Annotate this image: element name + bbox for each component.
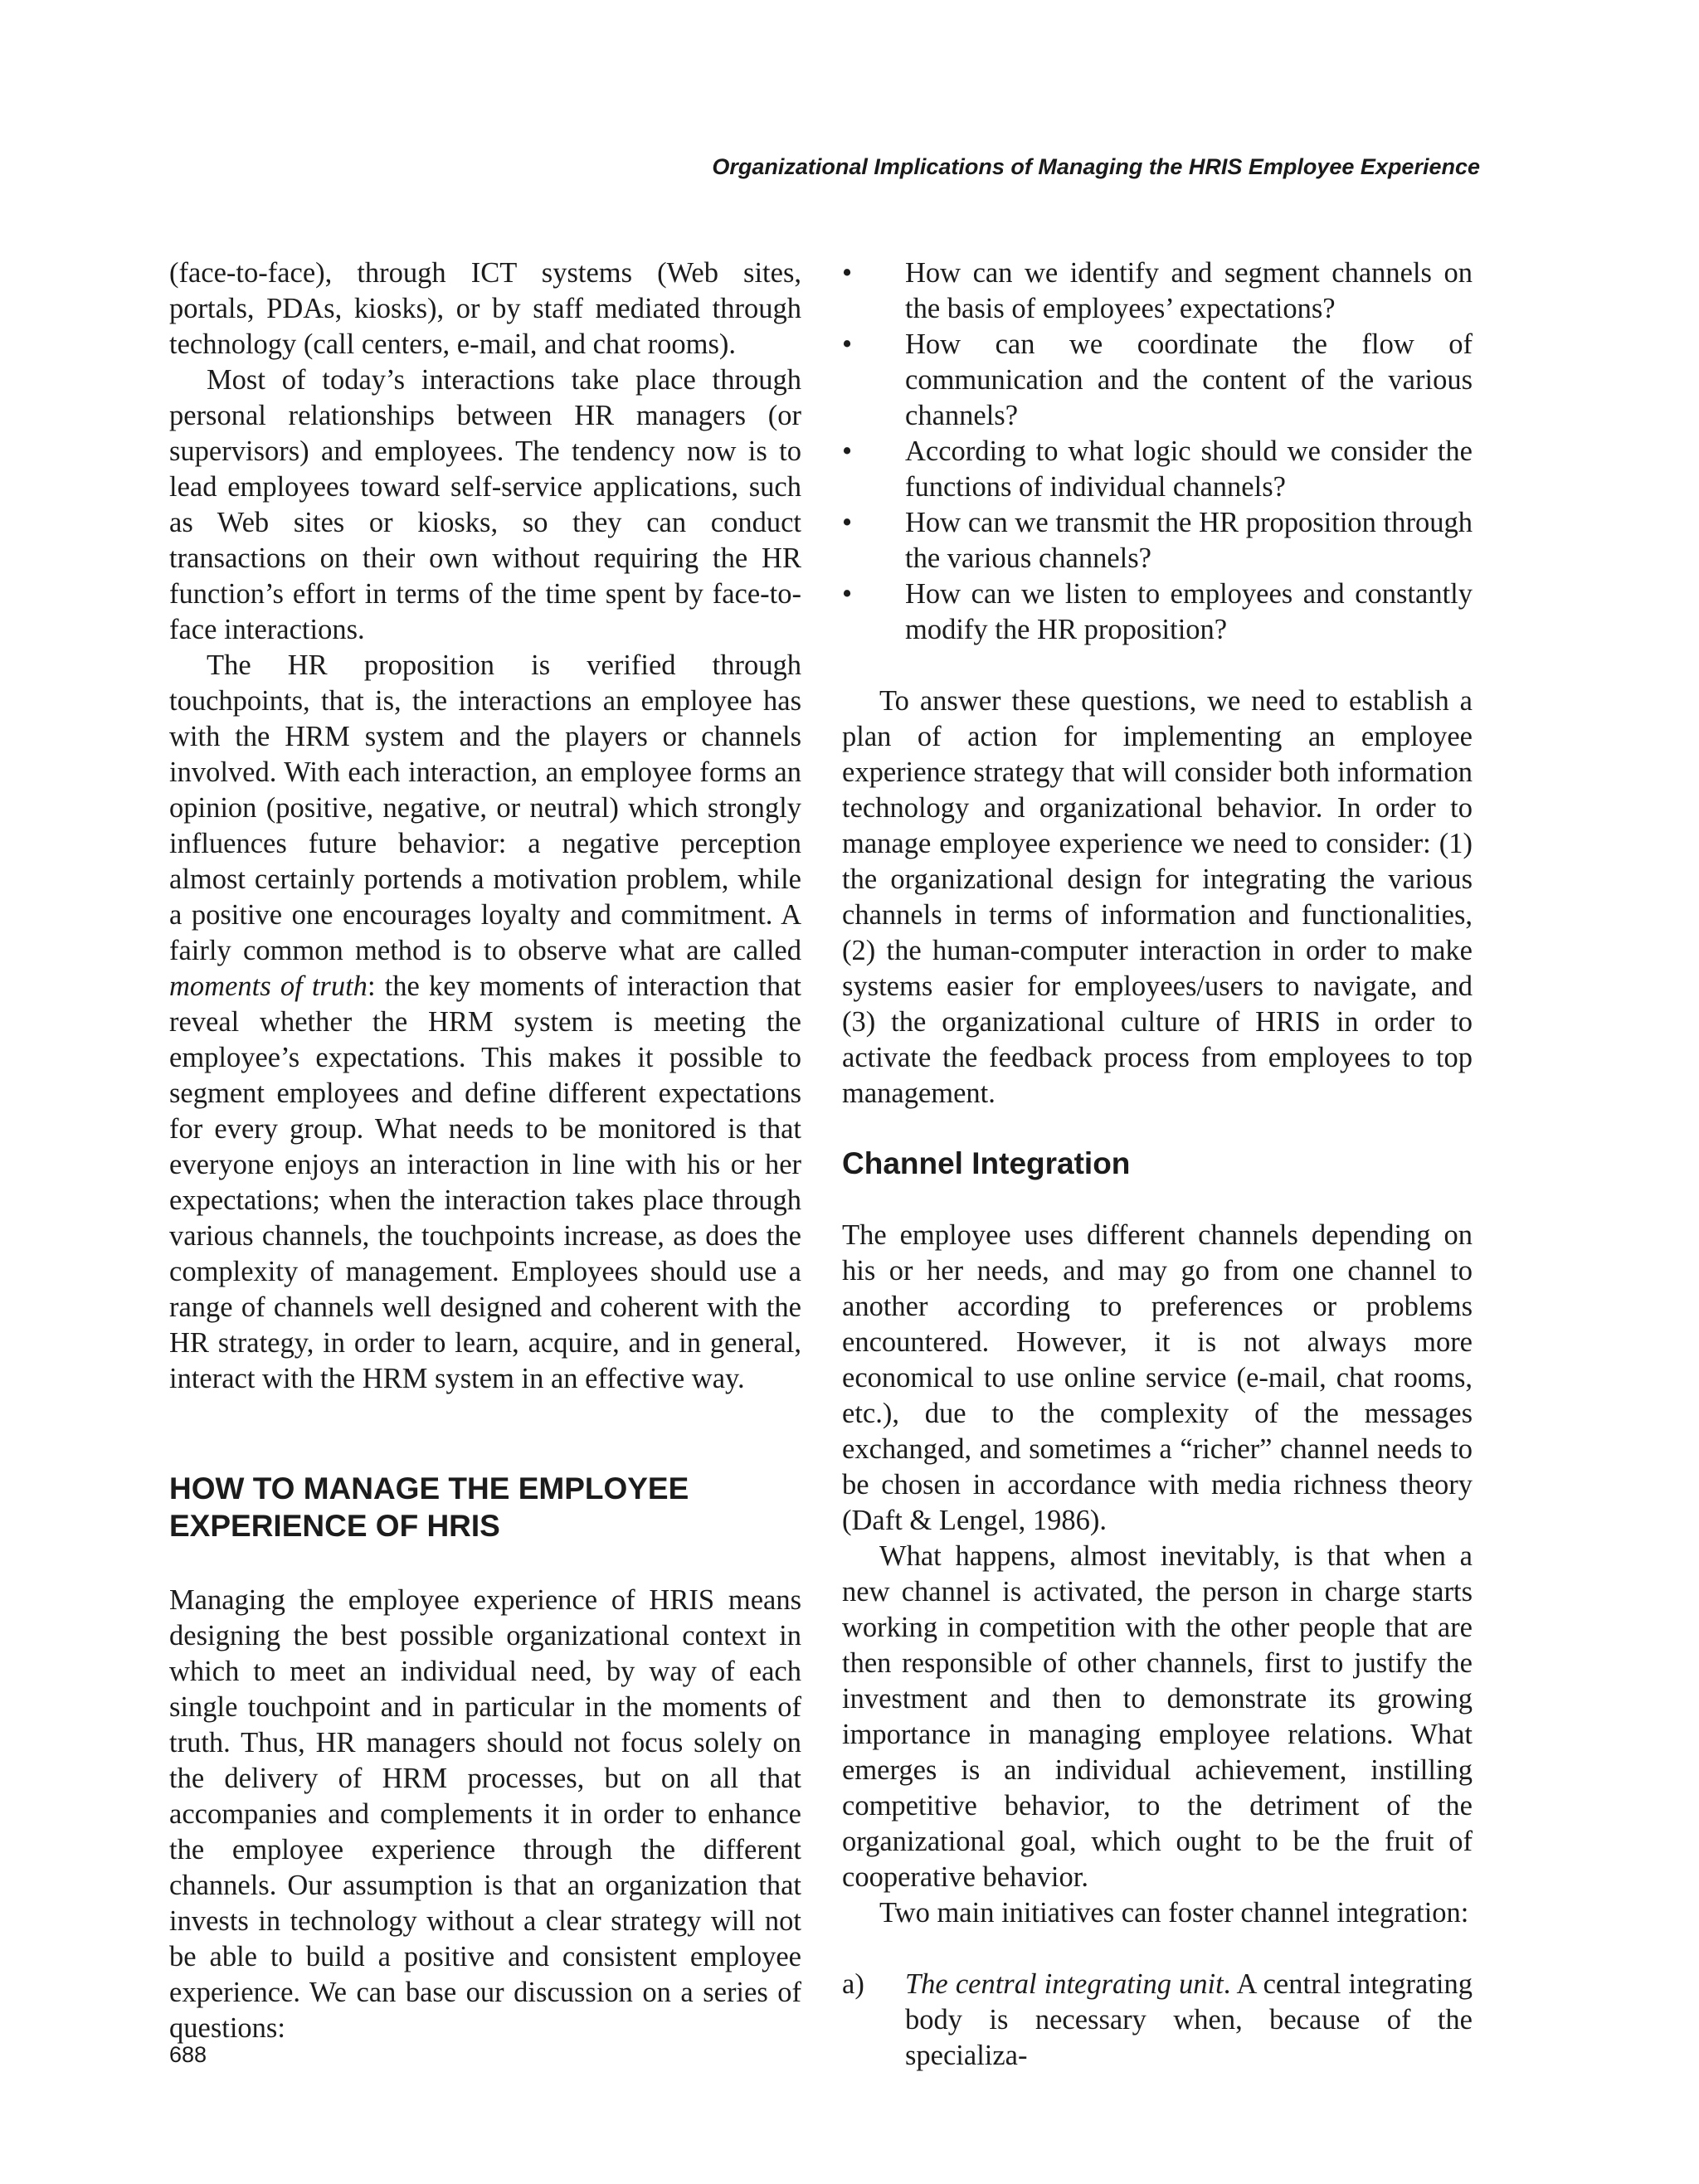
question-item xyxy=(842,505,1473,576)
list-item-a xyxy=(842,1967,1473,2074)
paragraph-touchpoints-text-b: : the key moments of interaction that reveal whether the HRM system is meeting the employee’s expectations. This makes it possible to segment employees and define different expectations for every group. What needs to be monitored is that everyone enjoys an interaction in line with his or her expectations; when the interaction takes place through various channels, the touchpoints increase, as does the complexity of management. Employees should use a range of channels well designed and coherent with the HR strategy, in order to learn, acquire, and in general, interact with the HRM system in an effective way. xyxy=(169,970,801,1394)
subsection-heading: Channel Integration xyxy=(842,1146,1131,1180)
question-text: According to what logic should we consider the functions of individual channels? xyxy=(905,435,1473,503)
running-header-title: Organizational Implications of Managing the HRIS Employee Experience xyxy=(712,154,1480,179)
paragraph-touchpoints xyxy=(169,648,801,1397)
question-text: How can we identify and segment channels on the basis of employees’ expectations? xyxy=(905,257,1473,324)
paragraph-interactions: Most of today’s interactions take place through personal relationships between HR managers (or supervisors) and employees. The tendency now is to lead employees toward self-service applications, such as Web sites or kiosks, so they can conduct transactions on their own without requiring the HR function’s effort in terms of the time spent by face-to-face interactions. xyxy=(169,364,801,645)
bullet-icon: • xyxy=(842,507,853,538)
right-column xyxy=(842,255,1473,2074)
paragraph-managing: Managing the employee experience of HRIS means designing the best possible organizational context in which to meet an individual need, by way of each single touchpoint and in particular in the moments of truth. Thus, HR managers should not focus solely on the delivery of HRM processes, but on all that accompanies and complements it in order to enhance the employee experience through the different channels. Our assumption is that an organization that invests in technology without a clear strategy will not be able to build a positive and consistent employee experience. We can base our discussion on a series of questions: xyxy=(169,1584,801,2044)
section-heading: HOW TO MANAGE THE EMPLOYEE EXPERIENCE OF HRIS xyxy=(169,1471,689,1543)
question-item xyxy=(842,576,1473,648)
paragraph-channels: The employee uses different channels depending on his or her needs, and may go from one channel to another according to preferences or problems encountered. However, it is not always more economical to use online service (e-mail, chat rooms, etc.), due to the complexity of the messages exchanged, and sometimes a “richer” channel needs to be chosen in accordance with media richness theory (Daft & Lengel, 1986). xyxy=(842,1219,1473,1536)
page-number: 688 xyxy=(169,2042,207,2067)
question-item xyxy=(842,255,1473,327)
paragraph-plan-of-action: To answer these questions, we need to establish a plan of action for implementing an employee experience strategy that will consider both information technology and organizational behavior. In order to manage employee experience we need to consider: (1) the organizational design for integrating the various channels in terms of information and functionalities, (2) the human-computer interaction in order to make systems easier for employees/users to navigate, and (3) the organizational culture of HRIS in order to activate the feedback process from employees to top management. xyxy=(842,685,1473,1109)
bullet-icon: • xyxy=(842,578,853,610)
paragraph-competition: What happens, almost inevitably, is that when a new channel is activated, the person in charge starts working in competition with the other people that are then responsible of other channels, first to justify the investment and then to demonstrate its growing importance in managing employee relations. What emerges is an individual achievement, instilling competitive behavior, to the detriment of the organizational goal, which ought to be the fruit of cooperative behavior. xyxy=(842,1540,1473,1893)
list-item-text: . A central integrating body is necessary when, because of the specializa- xyxy=(905,1968,1473,2071)
paragraph-continuation: (face-to-face), through ICT systems (Web sites, portals, PDAs, kiosks), or by staff mediated through technology (call centers, e-mail, and chat rooms). xyxy=(169,257,801,360)
question-list xyxy=(842,255,1473,648)
bullet-icon: • xyxy=(842,328,853,360)
bullet-icon: • xyxy=(842,435,853,467)
bullet-icon: • xyxy=(842,257,853,289)
question-text: How can we transmit the HR proposition through the various channels? xyxy=(905,507,1473,574)
list-item-term: The central integrating unit xyxy=(905,1968,1224,2000)
question-text: How can we coordinate the flow of communication and the content of the various channels? xyxy=(905,328,1473,431)
paragraph-initiatives: Two main initiatives can foster channel integration: xyxy=(879,1897,1469,1929)
moments-of-truth-term: moments of truth xyxy=(169,970,368,1002)
question-item xyxy=(842,434,1473,505)
question-text: How can we listen to employees and constantly modify the HR proposition? xyxy=(905,578,1473,645)
paragraph-touchpoints-text-a: The HR proposition is verified through touchpoints, that is, the interactions an employee has with the HRM system and the players or channels involved. With each interaction, an employee forms an opinion (positive, negative, or neutral) which strongly influences future behavior: a negative perception almost certainly portends a motivation problem, while a positive one encourages loyalty and commitment. A fairly common method is to observe what are called xyxy=(169,649,801,966)
question-item xyxy=(842,327,1473,434)
left-column xyxy=(169,255,801,2046)
list-item-marker: a) xyxy=(842,1968,864,2000)
